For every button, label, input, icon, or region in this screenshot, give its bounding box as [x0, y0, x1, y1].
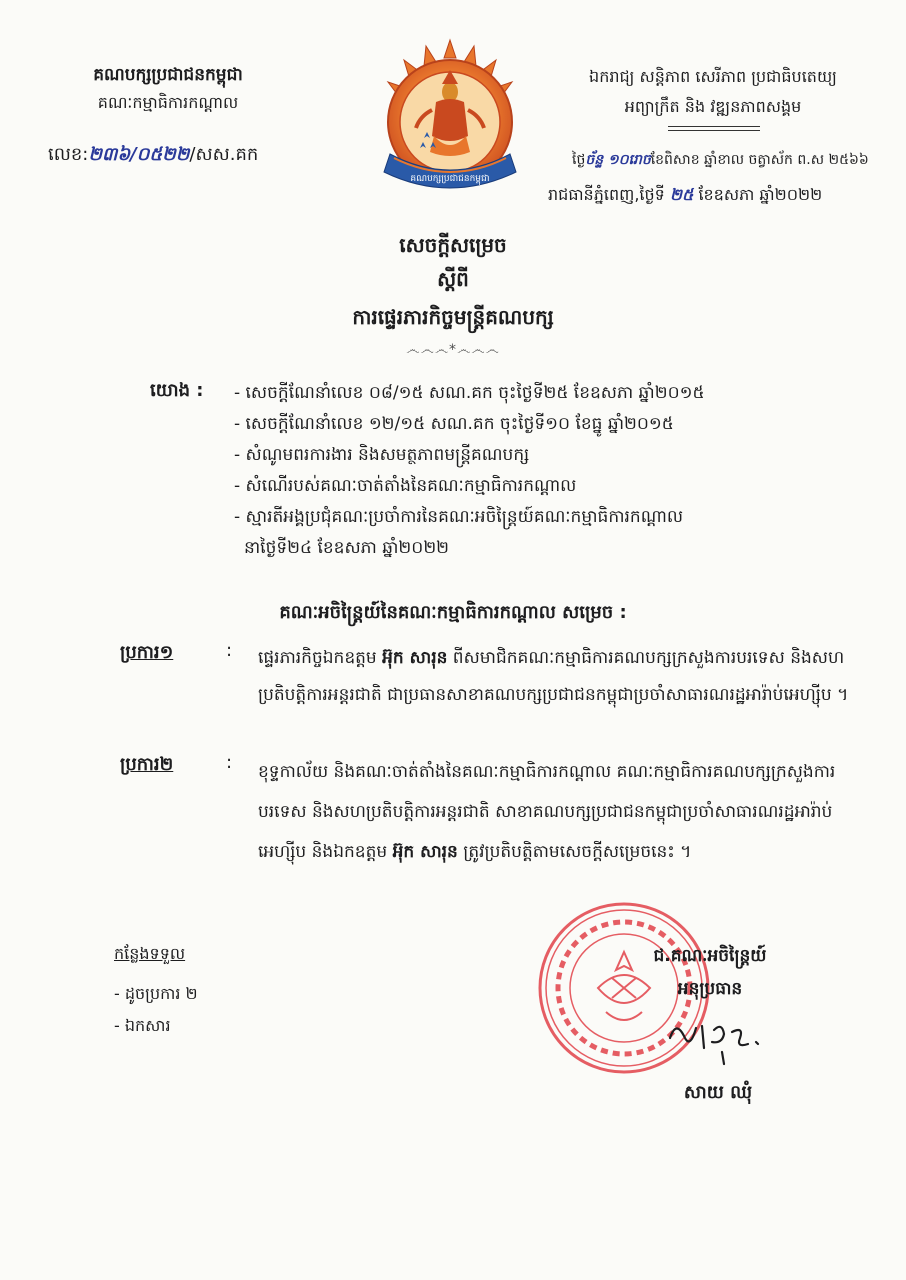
article-2-title: ប្រការ២ [120, 754, 174, 775]
party-name: គណបក្សប្រជាជនកម្ពុជា [93, 65, 243, 85]
handwritten-signature [662, 1008, 772, 1068]
reference-number [48, 142, 258, 169]
signer-name: សាយ ឈុំ [683, 1082, 753, 1103]
party-emblem [372, 36, 528, 208]
lunar-date [572, 150, 869, 171]
reference-item: - សំណើរបស់គណៈចាត់តាំងនៃគណៈកម្មាធិការកណ្តាល [234, 476, 577, 496]
document-title-on: ស្តីពី [437, 267, 469, 291]
recipients-heading: កន្លែងទទួល [114, 944, 186, 963]
article-1-colon: : [226, 640, 233, 661]
article-1-body [258, 640, 860, 714]
article-1-label [120, 640, 173, 667]
gregorian-date [548, 184, 822, 208]
article-2-text-after: ត្រូវប្រតិបត្តិតាមសេចក្តីសម្រេចនេះ ។ [457, 842, 692, 862]
reference-item: - សេចក្តីណែនាំលេខ ១២/១៥ សណ.គក ចុះថ្ងៃទី១០ ខែធ្នូ ឆ្នាំ២០១៥ [234, 414, 674, 434]
title-ornament: ෴෴෴*෴෴෴ [406, 342, 500, 358]
date-prefix: រាជធានីភ្នំពេញ,ថ្ងៃទី [548, 185, 665, 204]
lunar-date-prefix: ថ្ងៃ [572, 152, 586, 168]
lunar-date-handwritten: ច័ន្ទ ១០រោច [585, 152, 651, 168]
date-day-handwritten: ២៥ [669, 185, 694, 204]
article-1-title: ប្រការ១ [120, 642, 174, 663]
references-list [234, 378, 854, 564]
reference-prefix: លេខ: [48, 144, 89, 165]
reference-item: - ស្មារតីអង្គប្រជុំគណៈប្រចាំការនៃគណៈអចិន្ត្រៃយ៍គណៈកម្មាធិការកណ្តាល [234, 507, 684, 527]
article-2-body [258, 752, 860, 872]
article-1-name: អ៊ុក សារុន [382, 648, 448, 668]
reference-suffix: /សស.គក [189, 144, 259, 165]
reference-item: - សេចក្តីណែនាំលេខ ០៨/១៥ សណ.គក ចុះថ្ងៃទី២៥ ខែឧសភា ឆ្នាំ២០១៥ [234, 383, 705, 403]
article-1-text-before: ផ្ទេរភារកិច្ចឯកឧត្តម [258, 648, 383, 668]
date-suffix: ខែឧសភា ឆ្នាំ២០២២ [698, 185, 823, 204]
article-2-colon: : [226, 752, 233, 773]
article-1-text-after: ពីសមាជិកគណៈកម្មាធិការគណបក្សក្រសួងការបរទេស និងសហប្រតិបត្តិការអន្តរជាតិ ជាប្រធានសាខាគណបក្សប្រជាជនកម្ពុជាប្រចាំសាធារណរដ្ឋអារ៉ាប់អេហ្ស៊ីប ។ [258, 648, 849, 705]
motto-divider [668, 126, 760, 127]
recipients-list [114, 978, 198, 1042]
recipient-item: - ដូចប្រការ ២ [114, 984, 198, 1003]
signatory-role: ជ.គណៈអចិន្ត្រៃយ៍ [653, 946, 767, 966]
signatory-title: អនុប្រធាន [677, 979, 743, 999]
reference-item: - សំណូមពរការងារ និងសមត្ថភាពមន្ត្រីគណបក្ស [234, 445, 530, 465]
national-motto-line2: អព្យាក្រឹត និង វឌ្ឍនភាពសង្គម [624, 97, 802, 116]
national-motto-line1: ឯករាជ្យ សន្តិភាព សេរីភាព ប្រជាធិបតេយ្យ [589, 67, 837, 86]
article-2-text-before: ខុទ្ទកាល័យ និងគណៈចាត់តាំងនៃគណៈកម្មាធិការកណ្តាល គណៈកម្មាធិការគណបក្សក្រសួងការបរទេស និងសហប្រតិបត្តិការអន្តរជាតិ សាខាគណបក្សប្រជាជនកម្ពុជាប្រចាំសាធារណរដ្ឋអារ៉ាប់ អេហ្ស៊ីប និងឯកឧត្តម [258, 762, 836, 862]
document-title: សេចក្តីសម្រេច [399, 233, 507, 257]
recipient-item: - ឯកសារ [114, 1016, 171, 1035]
references-label: យោង : [150, 380, 204, 401]
committee-name: គណៈកម្មាធិការកណ្តាល [97, 93, 239, 112]
decision-heading: គណៈអចិន្ត្រៃយ៍នៃគណៈកម្មាធិការកណ្តាល សម្រេច : [279, 602, 627, 623]
document-subject: ការផ្ទេរភារកិច្ចមន្ត្រីគណបក្ស [352, 305, 554, 329]
article-2-label [120, 752, 173, 779]
reference-number-handwritten: ២៣៦/០៥២២ [88, 144, 190, 165]
reference-item-continuation: នាថ្ងៃទី២៤ ខែឧសភា ឆ្នាំ២០២២ [244, 538, 450, 558]
motto-divider [668, 130, 760, 131]
lunar-date-suffix: ខែពិសាខ ឆ្នាំខាល ចត្វាស័ក ព.ស ២៥៦៦ [650, 152, 869, 168]
article-2-name: អ៊ុក សារុន [392, 842, 458, 862]
emblem-ribbon-text: គណបក្សប្រជាជនកម្ពុជា [410, 174, 490, 184]
